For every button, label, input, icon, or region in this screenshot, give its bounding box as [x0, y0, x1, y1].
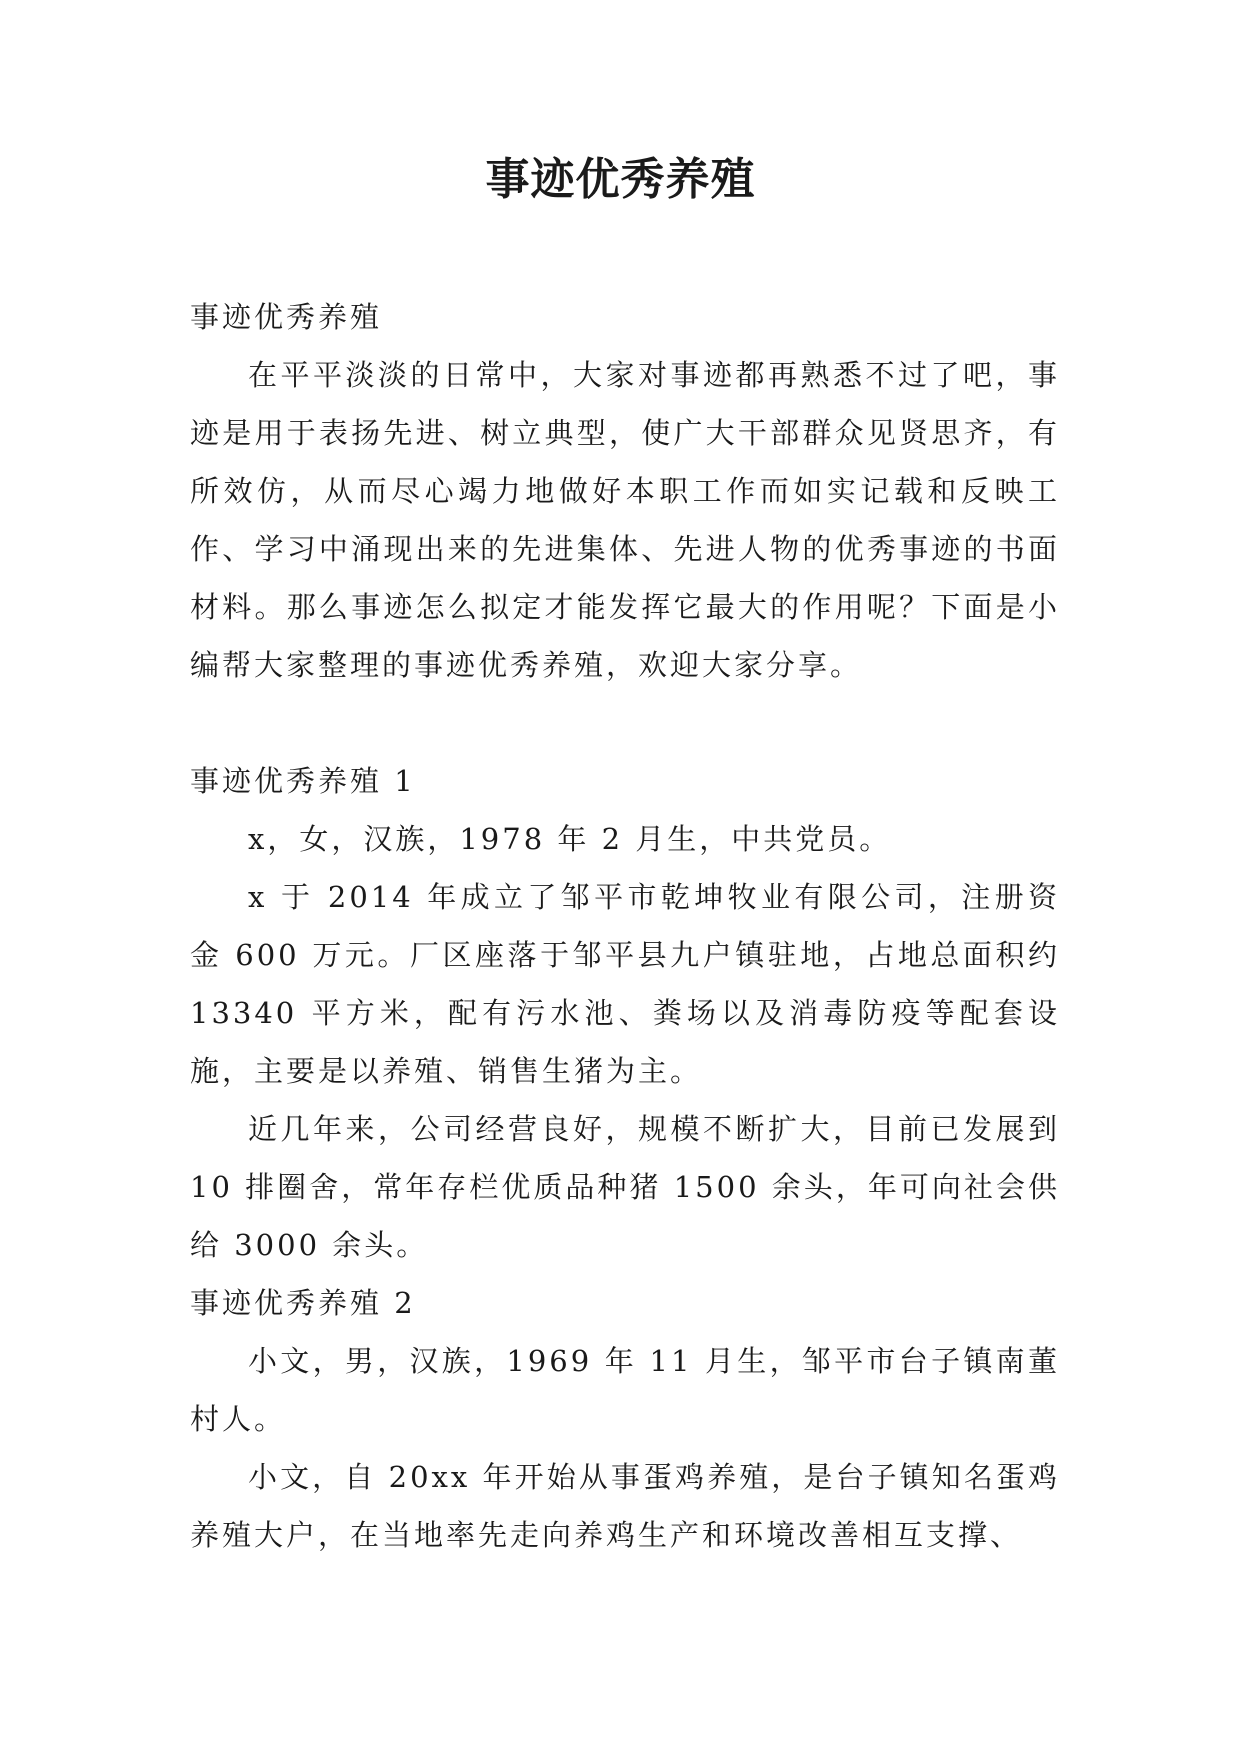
section-1-paragraph-1: x，女，汉族，1978 年 2 月生，中共党员。 [248, 822, 892, 856]
document-body [190, 288, 1060, 1564]
section-2-paragraph-2: 小文，自 20xx 年开始从事蛋鸡养殖，是台子镇知名蛋鸡养殖大户，在当地率先走向养鸡生产和环境改善相互支撑、 [190, 1460, 1060, 1552]
section-1-heading: 事迹优秀养殖 1 [190, 764, 416, 798]
document-subtitle: 事迹优秀养殖 [190, 300, 383, 334]
document-title: 事迹优秀养殖 [485, 154, 756, 205]
section-1-paragraph-2: x 于 2014 年成立了邹平市乾坤牧业有限公司，注册资金 600 万元。厂区座落于邹平县九户镇驻地，占地总面积约 13340 平方米，配有污水池、粪场以及消毒防疫等配套设施，主要是以养殖、销售生猪为主。 [190, 880, 1060, 1088]
section-2-heading: 事迹优秀养殖 2 [190, 1286, 416, 1320]
section-2-paragraph-1: 小文，男，汉族，1969 年 11 月生，邹平市台子镇南董村人。 [190, 1344, 1060, 1436]
section-1-paragraph-3: 近几年来，公司经营良好，规模不断扩大，目前已发展到 10 排圈舍，常年存栏优质品种猪 1500 余头，年可向社会供给 3000 余头。 [190, 1112, 1060, 1262]
intro-paragraph: 在平平淡淡的日常中，大家对事迹都再熟悉不过了吧，事迹是用于表扬先进、树立典型，使广大干部群众见贤思齐，有所效仿，从而尽心竭力地做好本职工作而如实记载和反映工作、学习中涌现出来的先进集体、先进人物的优秀事迹的书面材料。那么事迹怎么拟定才能发挥它最大的作用呢？下面是小编帮大家整理的事迹优秀养殖，欢迎大家分享。 [190, 358, 1060, 682]
section-spacer [190, 694, 1060, 752]
